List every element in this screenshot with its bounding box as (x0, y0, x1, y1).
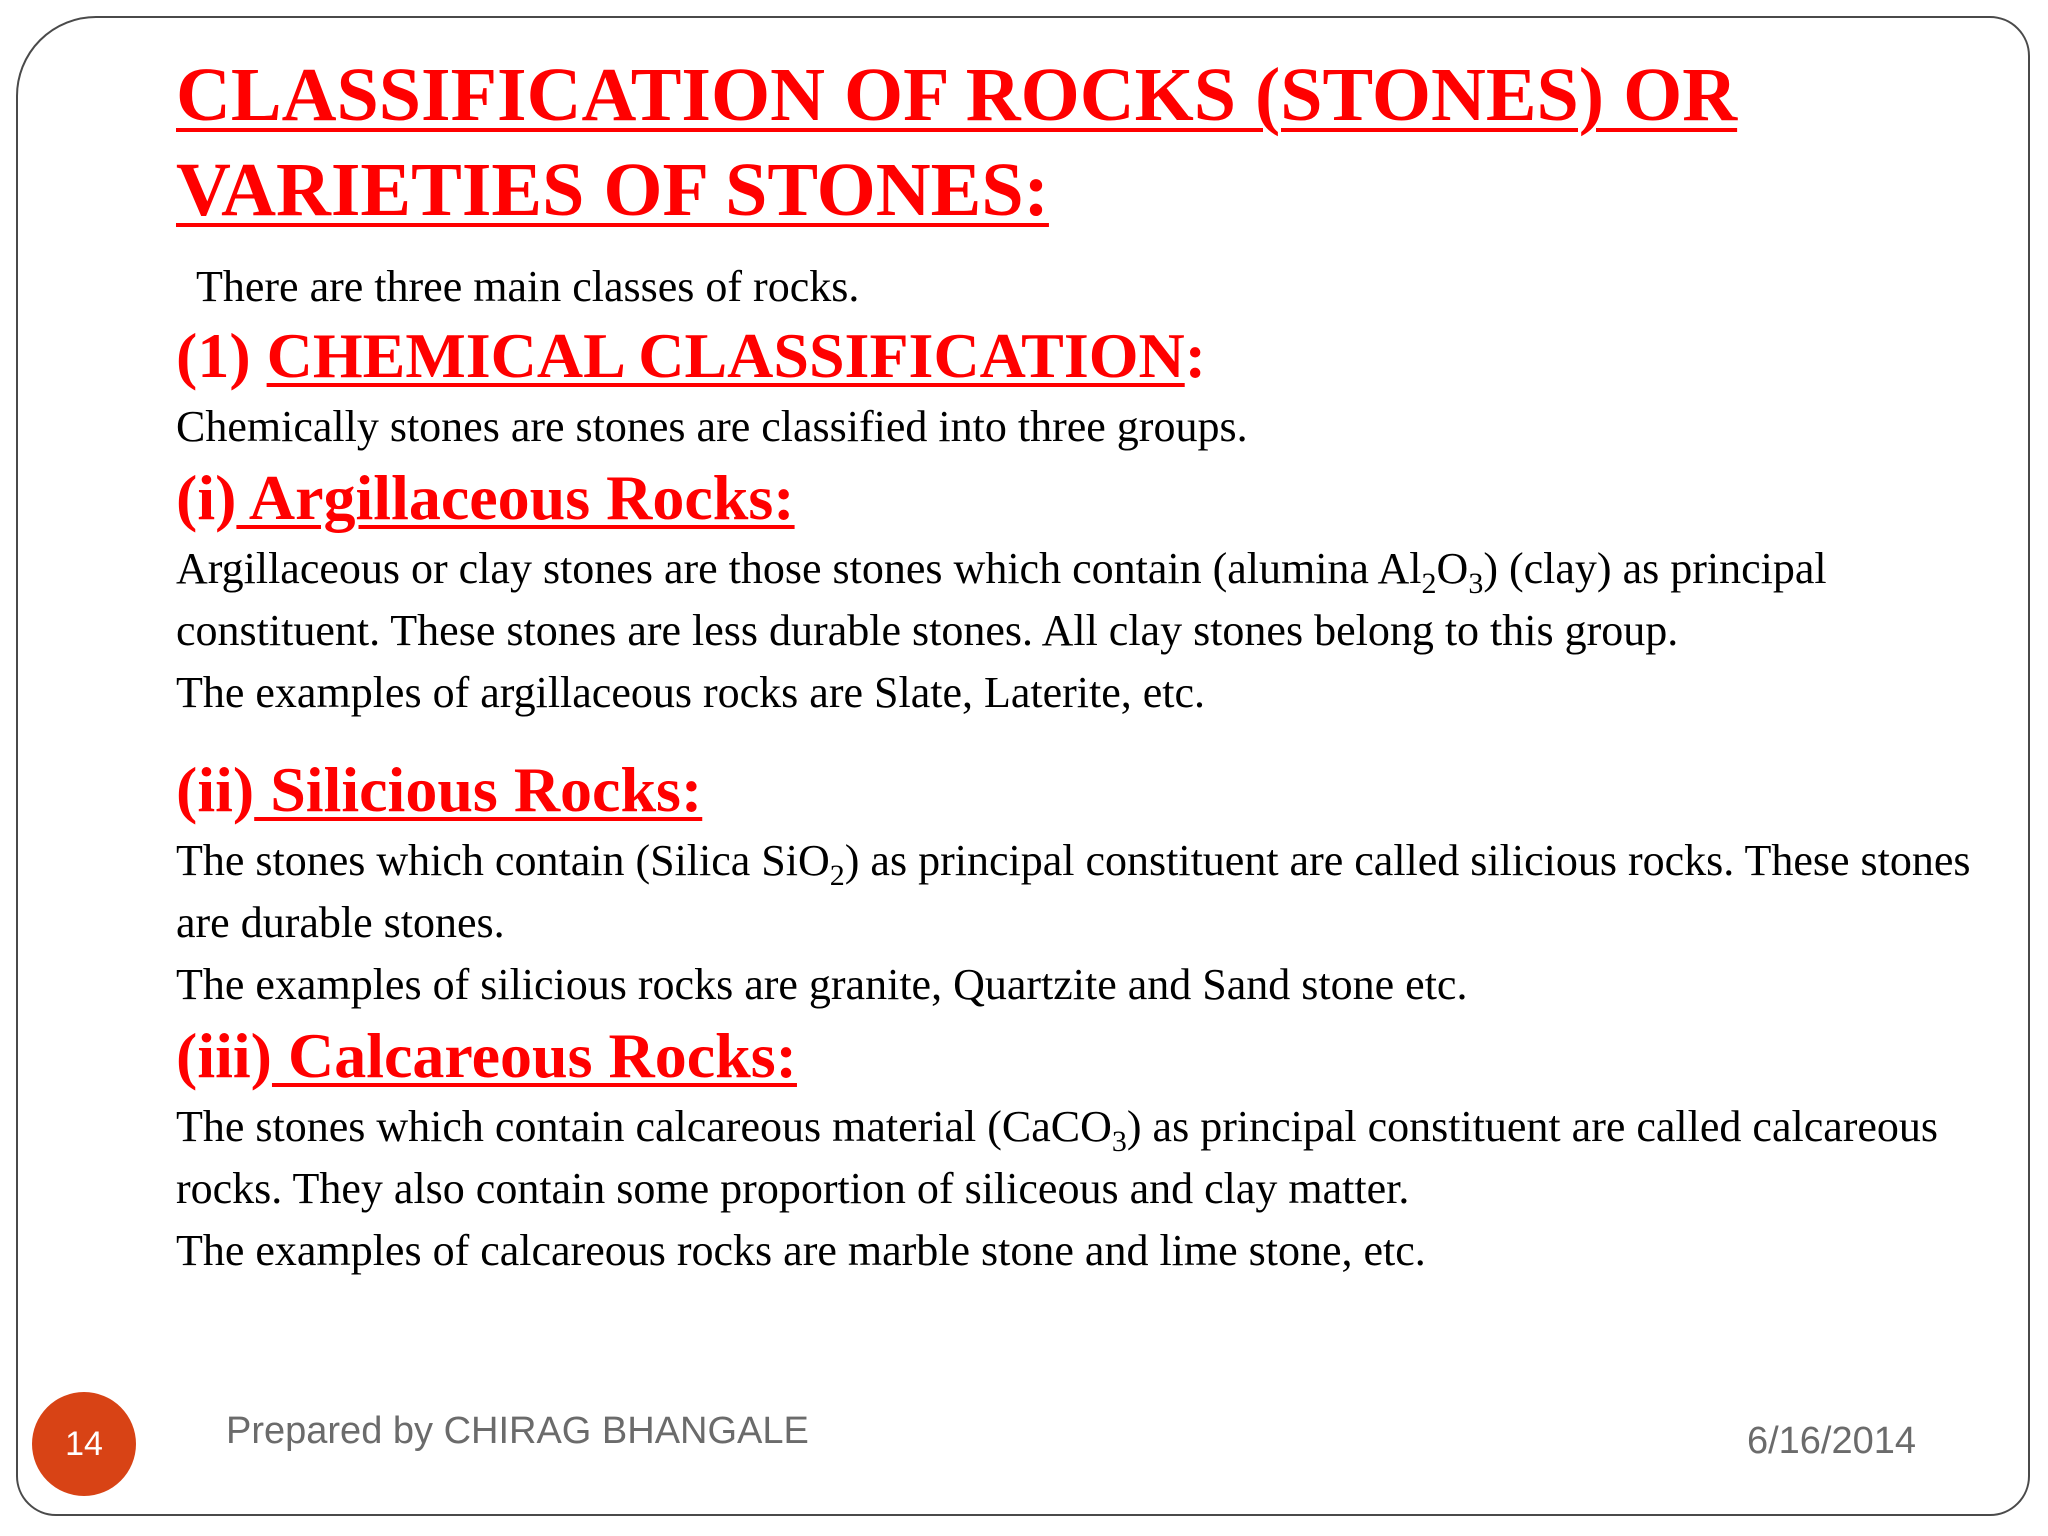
slide-content (176, 48, 1996, 1282)
intro-text: There are three main classes of rocks. (196, 262, 860, 311)
calcareous-text-a: The stones which contain calcareous material (CaCO (176, 1102, 1112, 1151)
section-chemical-prefix: (1) (176, 320, 267, 391)
calcareous-title: Calcareous Rocks: (271, 1020, 797, 1091)
footer-author: Prepared by CHIRAG BHANGALE (226, 1410, 809, 1452)
argillaceous-examples: The examples of argillaceous rocks are Slate, Laterite, etc. (176, 668, 1206, 717)
argillaceous-prefix: (i) (176, 462, 237, 533)
silicious-heading (176, 750, 1996, 830)
silicious-text-a: The stones which contain (Silica SiO (176, 836, 830, 885)
page-number-badge: 14 (32, 1392, 136, 1496)
argillaceous-sub-2: 3 (1468, 566, 1484, 600)
silicious-title: Silicious Rocks: (254, 754, 703, 825)
calcareous-prefix: (iii) (176, 1020, 272, 1091)
footer-date: 6/16/2014 (1746, 1420, 1916, 1462)
silicious-description (176, 830, 1996, 954)
calcareous-description (176, 1096, 1996, 1220)
calcareous-text-b: ) as principal constituent are called calcareous rocks. They also contain some proportion of siliceous and clay matter. (176, 1102, 1939, 1213)
argillaceous-title: Argillaceous Rocks: (236, 462, 795, 533)
argillaceous-description (176, 538, 1996, 662)
section-chemical-colon: : (1184, 320, 1207, 391)
section-chemical-title: CHEMICAL CLASSIFICATION (266, 320, 1185, 391)
silicious-sub-1: 2 (829, 858, 845, 892)
argillaceous-heading (176, 458, 1996, 538)
section-chemical-text: Chemically stones are stones are classified into three groups. (176, 402, 1248, 451)
calcareous-sub-1: 3 (1111, 1124, 1127, 1158)
silicious-examples: The examples of silicious rocks are granite, Quartzite and Sand stone etc. (176, 960, 1468, 1009)
calcareous-heading (176, 1016, 1996, 1096)
section-chemical-heading (176, 316, 1996, 396)
argillaceous-sub-1: 2 (1421, 566, 1437, 600)
slide-title (176, 48, 1996, 238)
title-line-2: VARIETIES OF STONES: (176, 148, 1049, 232)
argillaceous-text-c: ) (clay) as principal constituent. These stones are less durable stones. All clay stones belong to this group. (176, 544, 1827, 655)
title-line-1: CLASSIFICATION OF ROCKS (STONES) OR (176, 53, 1738, 137)
silicious-prefix: (ii) (176, 754, 255, 825)
calcareous-examples: The examples of calcareous rocks are marble stone and lime stone, etc. (176, 1226, 1426, 1275)
silicious-text-b: ) as principal constituent are called silicious rocks. These stones are durable stones. (176, 836, 1971, 947)
argillaceous-text-b: O (1436, 544, 1469, 593)
argillaceous-text-a: Argillaceous or clay stones are those stones which contain (alumina Al (176, 544, 1422, 593)
